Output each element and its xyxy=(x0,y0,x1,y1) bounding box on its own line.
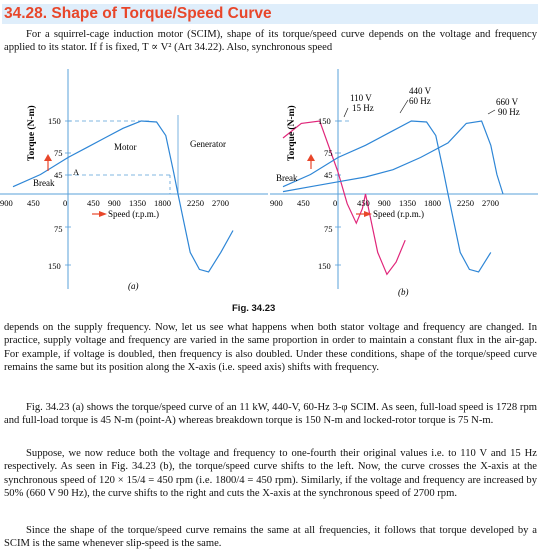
curve-label-90hz: 90 Hz xyxy=(498,107,520,117)
ytick-neg-150: 150 xyxy=(48,261,61,271)
xtick-2250: 2250 xyxy=(187,198,204,208)
curve-label-110v: 110 V xyxy=(350,93,372,103)
xtick-1800: 1800 xyxy=(154,198,171,208)
curve-label-440v: 440 V xyxy=(409,86,432,96)
xtick-2700: 2700 xyxy=(212,198,229,208)
ytick-45: 45 xyxy=(324,170,333,180)
intro-paragraph: For a squirrel-cage induction motor (SCIM), shape of its torque/speed curve depends on the voltage and frequency applied to its stator. If f is fixed, T ∝ V² (Art 34.22). Also, synchronous speed xyxy=(4,29,537,54)
xtick-neg-450: 450 xyxy=(27,198,40,208)
ytick-neg-75: 75 xyxy=(54,224,63,234)
section-number: 34.28. xyxy=(4,5,48,22)
break-label: Break xyxy=(33,178,55,188)
figure-caption: Fig. 34.23 xyxy=(232,303,276,314)
body-paragraph-3: Suppose, we now reduce both the voltage and frequency to one-fourth their original values i.e. to 110 V and 15 Hz respectively. As seen in Fig. 34.23 (b), the torque/speed curve shifts to the left. Now, the curve crosses the X-axis at the synchronous speed of 120 × 15/4 = 450 rpm (i.e. 1800/4 = 450 rpm). Similarly, if the voltage and frequency are increased by 50% (660 V 90 Hz), the curve shifts to the right and cuts the X-axis at the synchronous speed of 2700 rpm. xyxy=(4,448,537,500)
body-paragraph-1: depends on the supply frequency. Now, let us see what happens when both stator voltage and frequency are changed. In practice, supply voltage and frequency are varied in the same proportion in order to maintain a constant flux in the air-gap. For example, if voltage is doubled, then frequency is also doubled. Under these conditions, shape of the torque/speed curve remains the same but its position along the X-axis (i.e. speed axis) shifts with frequency. xyxy=(4,322,537,374)
xtick-neg-900: 900 xyxy=(0,198,13,208)
point-a-label: A xyxy=(73,167,80,177)
ytick-neg-150: 150 xyxy=(318,261,331,271)
xtick-1350: 1350 xyxy=(129,198,146,208)
ytick-150: 150 xyxy=(48,116,61,126)
ytick-75: 75 xyxy=(54,148,63,158)
ytick-45: 45 xyxy=(54,170,63,180)
ytick-150: 150 xyxy=(318,116,331,126)
xtick-2250: 2250 xyxy=(457,198,474,208)
curve-label-660v: 660 V xyxy=(496,97,519,107)
ytick-neg-75: 75 xyxy=(324,224,333,234)
curve-660v-90hz xyxy=(283,121,503,194)
ytick-75: 75 xyxy=(324,148,333,158)
body-paragraph-4: Since the shape of the torque/speed curve remains the same at all frequencies, it follows that torque developed by a SCIM is the same whenever slip-speed is the same. xyxy=(4,525,537,550)
xtick-450: 450 xyxy=(87,198,100,208)
panel-a-label: (a) xyxy=(128,281,139,291)
break-arrow-icon xyxy=(307,154,315,161)
y-axis-label: Torque (N-m) xyxy=(287,105,297,161)
speed-arrow-icon xyxy=(99,211,107,217)
x-axis-label: Speed (r.p.m.) xyxy=(373,209,424,219)
x-axis-label: Speed (r.p.m.) xyxy=(108,209,159,219)
xtick-900: 900 xyxy=(378,198,391,208)
generator-label: Generator xyxy=(190,139,226,149)
break-arrow-icon xyxy=(44,154,52,161)
panel-b-label: (b) xyxy=(398,287,409,297)
xtick-900: 900 xyxy=(108,198,121,208)
xtick-neg-900: 900 xyxy=(270,198,283,208)
xtick-450: 450 xyxy=(357,198,370,208)
body-paragraph-2: Fig. 34.23 (a) shows the torque/speed curve of an 11 kW, 440-V, 60-Hz 3-φ SCIM. As seen, full-load speed is 1728 rpm and full-load torque is 45 N-m (point-A) whereas breakdown torque is 150 N-m and locked-rotor torque is 75 N-m. xyxy=(4,402,537,427)
break-label: Break xyxy=(276,173,298,183)
y-axis-label: Torque (N-m) xyxy=(27,105,37,161)
xtick-0: 0 xyxy=(333,198,338,208)
curve-440v-60hz xyxy=(283,121,491,272)
section-heading xyxy=(2,4,538,24)
figure-b xyxy=(270,57,540,303)
xtick-neg-450: 450 xyxy=(297,198,310,208)
curve-label-15hz: 15 Hz xyxy=(352,103,374,113)
xtick-1800: 1800 xyxy=(424,198,441,208)
speed-arrow-icon xyxy=(364,211,372,217)
curve-label-60hz: 60 Hz xyxy=(409,96,431,106)
figure-a xyxy=(0,57,270,303)
section-title: Shape of Torque/Speed Curve xyxy=(51,5,272,22)
xtick-2700: 2700 xyxy=(482,198,499,208)
xtick-0: 0 xyxy=(63,198,68,208)
xtick-1350: 1350 xyxy=(399,198,416,208)
motor-label: Motor xyxy=(114,142,137,152)
